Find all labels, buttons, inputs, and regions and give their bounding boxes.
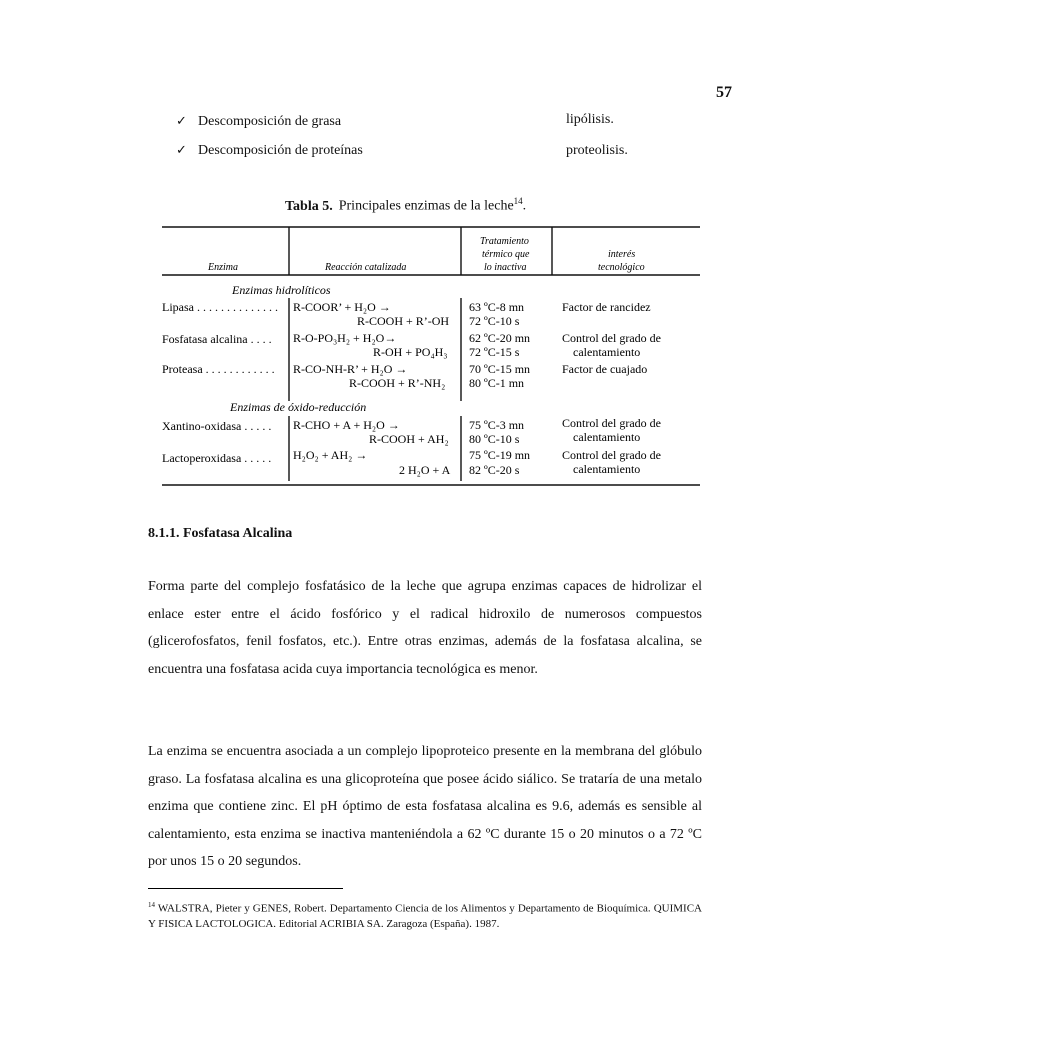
row-treatment-lipasa-1: 63 ºC-8 mn — [469, 300, 525, 314]
row-enzyme-lipasa: Lipasa . . . . . . . . . . . . . . — [162, 300, 278, 314]
row-interest-lipasa-1: Factor de rancidez — [562, 300, 651, 314]
row-interest-lactoperoxidasa-2: calentamiento — [573, 462, 641, 476]
row-treatment-proteasa-2: 80 ºC-1 mn — [469, 376, 525, 390]
table-caption-label: Tabla 5. — [285, 198, 333, 214]
bullet-result-proteolisis: proteolisis. — [566, 143, 628, 158]
row-reaction-lipasa-2: R-COOH + R’-OH — [357, 314, 450, 328]
row-interest-xantino-2: calentamiento — [573, 430, 641, 444]
checkmark-icon: ✓ — [176, 114, 187, 129]
paragraph-1: Forma parte del complejo fosfatásico de la leche que agrupa enzimas capaces de hidrolizar el enlace ester entre el ácido fosfórico y el radical hidroxilo de numerosos compuestos (glicerofosfatos, fenil fosfatos, etc.). Entre otras enzimas, además de la fosfatasa alcalina, se encuentra una fosfatasa acida cuya importancia tecnológica es menor. — [148, 579, 702, 677]
row-reaction-xantino-2: R-COOH + AH₂ — [369, 432, 449, 446]
row-enzyme-lactoperoxidasa: Lactoperoxidasa . . . . . — [162, 451, 272, 465]
header-treatment-2: térmico que — [482, 249, 530, 260]
row-interest-fosfatasa-1: Control del grado de — [562, 331, 661, 345]
table-caption-end: . — [522, 198, 527, 214]
row-treatment-lactoperoxidasa-1: 75 ºC-19 mn — [469, 448, 531, 462]
enzymes-table-figure — [162, 226, 702, 488]
row-interest-xantino-1: Control del grado de — [562, 416, 661, 430]
section-heading: 8.1.1. Fosfatasa Alcalina — [148, 526, 293, 541]
footnote — [148, 898, 702, 932]
bullet-item-grasa — [176, 114, 341, 130]
bullet-result-lipolisis: lipólisis. — [566, 112, 614, 127]
header-interest-1: interés — [608, 249, 636, 260]
bullet-item-proteinas — [176, 143, 363, 159]
row-interest-proteasa-1: Factor de cuajado — [562, 362, 648, 376]
footnote-text: WALSTRA, Pieter y GENES, Robert. Departamento Ciencia de los Alimentos y Departamento de Bioquímica. QUIMICA Y FISICA LACTOLOGICA. Editorial ACRIBIA SA. Zaragoza (España). 1987. — [148, 902, 702, 930]
row-treatment-xantino-2: 80 ºC-10 s — [469, 432, 520, 446]
bullet-text: Descomposición de proteínas — [198, 143, 363, 158]
row-reaction-proteasa-1: R-CO-NH-R’ + H₂O → — [293, 362, 408, 376]
header-reaction: Reacción catalizada — [325, 262, 407, 273]
header-enzyme: Enzima — [208, 262, 238, 273]
row-enzyme-fosfatasa: Fosfatasa alcalina . . . . — [162, 332, 272, 346]
footnote-number: 14 — [148, 901, 155, 909]
table-caption-text: Principales enzimas de la leche — [338, 198, 514, 214]
row-reaction-proteasa-2: R-COOH + R’-NH₂ — [349, 376, 446, 390]
row-reaction-lactoperoxidasa-2: 2 H₂O + A — [399, 463, 451, 477]
row-treatment-fosfatasa-2: 72 ºC-15 s — [469, 345, 520, 359]
row-reaction-fosfatasa-2: R-OH + PO₄H₃ — [373, 345, 448, 359]
row-reaction-fosfatasa-1: R-O-PO₃H₂ + H₂O→ — [293, 331, 397, 345]
row-reaction-lipasa-1: R-COOR’ + H₂O → — [293, 300, 391, 314]
row-treatment-lipasa-2: 72 ºC-10 s — [469, 314, 520, 328]
row-treatment-proteasa-1: 70 ºC-15 mn — [469, 362, 531, 376]
row-treatment-xantino-1: 75 ºC-3 mn — [469, 418, 525, 432]
row-interest-fosfatasa-2: calentamiento — [573, 345, 641, 359]
header-treatment-3: lo inactiva — [484, 262, 527, 273]
footnote-rule — [148, 888, 343, 889]
paragraph-2: La enzima se encuentra asociada a un complejo lipoproteico presente en la membrana del glóbulo graso. La fosfatasa alcalina es una glicoproteína que posee ácido siálico. Se trataría de una metalo enzima que contiene zinc. El pH óptimo de esta fosfatasa alcalina es 9.6, además es sensible al calentamiento, esta enzima se inactiva manteniéndola a 62 ºC durante 15 o 20 minutos o a 72 ºC por unos 15 o 20 segundos. — [148, 744, 702, 869]
row-treatment-fosfatasa-1: 62 ºC-20 mn — [469, 331, 531, 345]
row-enzyme-xantino: Xantino-oxidasa . . . . . — [162, 419, 272, 433]
footnote-ref: 14 — [513, 196, 523, 206]
group-title-hydrolytic: Enzimas hidrolíticos — [232, 283, 331, 297]
header-treatment-1: Tratamiento — [480, 236, 529, 247]
checkmark-icon: ✓ — [176, 143, 187, 158]
table-caption — [285, 196, 526, 215]
page-number: 57 — [716, 84, 732, 101]
enzymes-table — [162, 226, 702, 488]
row-reaction-lactoperoxidasa-1: H₂O₂ + AH₂ → — [293, 448, 368, 462]
group-title-redox: Enzimas de óxido-reducción — [230, 400, 367, 414]
row-reaction-xantino-1: R-CHO + A + H₂O → — [293, 418, 400, 432]
row-treatment-lactoperoxidasa-2: 82 ºC-20 s — [469, 463, 520, 477]
row-enzyme-proteasa: Proteasa . . . . . . . . . . . . — [162, 362, 275, 376]
bullet-text: Descomposición de grasa — [198, 114, 342, 129]
row-interest-lactoperoxidasa-1: Control del grado de — [562, 448, 661, 462]
header-interest-2: tecnológico — [598, 262, 645, 273]
